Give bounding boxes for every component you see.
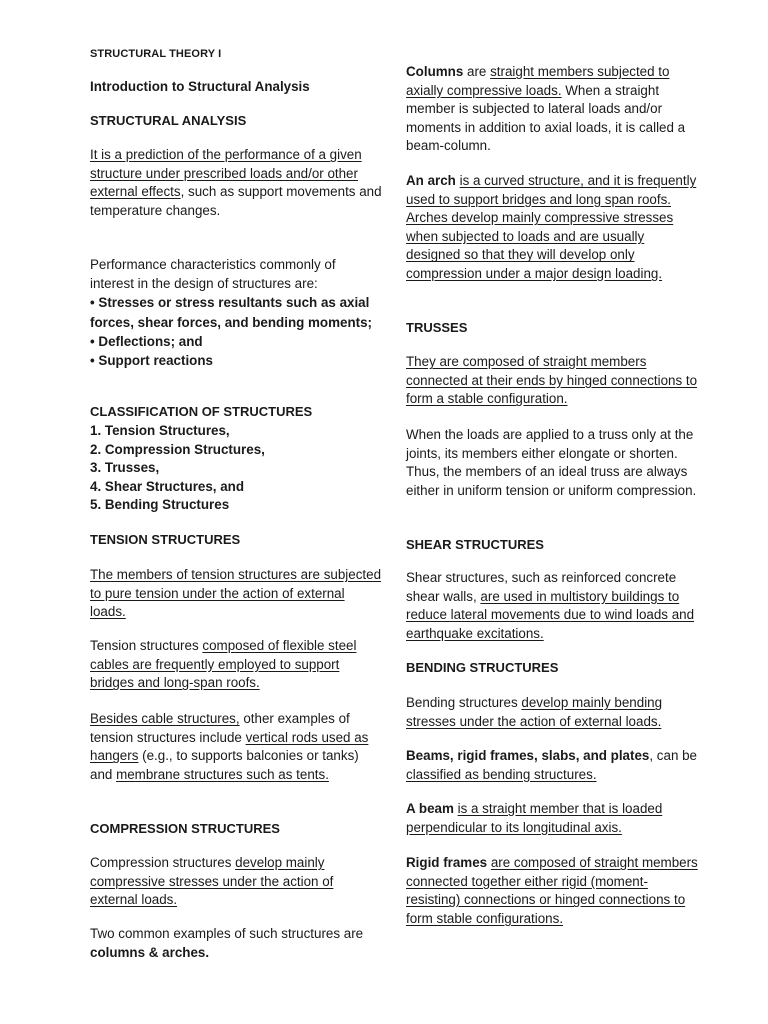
rigid-frames-paragraph (406, 854, 698, 928)
bending-paragraph (406, 694, 698, 731)
tension-paragraph-2 (90, 637, 382, 693)
trusses-heading: TRUSSES (406, 320, 468, 335)
beams-text: , can be (649, 748, 698, 763)
beams-paragraph (406, 747, 698, 784)
columns-term: Columns (406, 64, 464, 79)
bending-heading: BENDING STRUCTURES (406, 660, 559, 675)
arch-paragraph (406, 172, 698, 284)
compression-p1-text: Compression structures (90, 855, 236, 870)
performance-item: • Support reactions (90, 352, 213, 368)
beams-term: Beams, rigid frames, slabs, and plates (406, 748, 650, 763)
tension-p2-text: Tension structures (90, 638, 203, 653)
classification-list (90, 422, 382, 515)
tension-p3-underlined-3: membrane structures such as tents. (116, 766, 329, 782)
compression-paragraph-2 (90, 925, 382, 962)
structural-analysis-heading: STRUCTURAL ANALYSIS (90, 113, 247, 128)
columns-text-2: When a straight member is subjected to lateral loads and/or moments in addition to axial loads, it is called a beam-column. (406, 82, 686, 154)
classification-item: 4. Shear Structures, and (90, 478, 245, 494)
beams-underlined: classified as bending structures. (406, 766, 597, 782)
tension-p2-underlined: composed of flexible steel cables are frequently employed to support bridges and long-span roofs. (90, 638, 357, 691)
tension-p3-underlined-2: vertical rods used as hangers (90, 729, 369, 764)
rigid-frames-term: Rigid frames (406, 855, 488, 870)
tension-p3-text-2: (e.g., to supports balconies or tanks) and (90, 748, 359, 782)
tension-p3-underlined-1: Besides cable structures, (90, 711, 240, 726)
compression-heading: COMPRESSION STRUCTURES (90, 821, 280, 836)
compression-paragraph-1 (90, 854, 382, 910)
compression-p1-underlined: develop mainly compressive stresses under the action of external loads. (90, 855, 334, 908)
columns-text-1: are (463, 64, 491, 79)
structural-analysis-definition (90, 146, 382, 220)
classification-heading: CLASSIFICATION OF STRUCTURES (90, 404, 313, 419)
beam-underlined: is a straight member that is loaded perpendicular to its longitudinal axis. (406, 801, 663, 835)
arch-underlined-1: is a curved structure, and it is frequently used to support bridges and long span roofs. (406, 173, 697, 207)
classification-item: 3. Trusses, (90, 460, 160, 476)
compression-p2-text: Two common examples of such structures are (90, 926, 364, 941)
tension-p3-text-1: other examples of tension structures include (90, 711, 350, 745)
performance-intro: Performance characteristics commonly of interest in the design of structures are: (90, 257, 336, 291)
bending-underlined: develop mainly bending stresses under the action of external loads. (406, 695, 663, 729)
columns-paragraph (406, 63, 698, 156)
classification-item: 1. Tension Structures, (90, 423, 230, 438)
tension-paragraph-3 (90, 710, 382, 784)
bending-text: Bending structures (406, 695, 522, 710)
course-header: STRUCTURAL THEORY I (90, 48, 222, 60)
definition-rest: , such as support movements and temperature changes. (90, 184, 382, 218)
beam-term: A beam (406, 801, 454, 816)
intro-title: Introduction to Structural Analysis (90, 79, 310, 94)
compression-p2-bold: columns & arches. (90, 944, 210, 960)
classification-item: 2. Compression Structures, (90, 441, 265, 457)
performance-item: • Stresses or stress resultants such as axial forces, shear forces, and bending moments; (90, 295, 373, 330)
shear-underlined: are used in multistory buildings to reduce lateral movements due to wind loads and earthquake excitations. (406, 588, 695, 641)
performance-item: • Deflections; and (90, 334, 203, 349)
performance-list (90, 293, 382, 370)
tension-definition: The members of tension structures are subjected to pure tension under the action of external loads. (90, 567, 382, 620)
shear-heading: SHEAR STRUCTURES (406, 537, 544, 552)
arch-term: An arch (406, 173, 456, 188)
beam-paragraph (406, 800, 698, 837)
definition-underlined: It is a prediction of the performance of a given structure under prescribed loads and/or other external effects (90, 147, 362, 200)
trusses-paragraph-2: When the loads are applied to a truss only at the joints, its members either elongate or shorten. Thus, the members of an ideal truss are always either in uniform tension or uniform compression. (406, 427, 697, 498)
rigid-frames-underlined: are composed of straight members connected together either rigid (moment-resisting) connections or hinged connections to form stable configurations. (406, 855, 698, 926)
classification-item: 5. Bending Structures (90, 497, 230, 513)
shear-paragraph (406, 569, 698, 643)
shear-text: Shear structures, such as reinforced concrete shear walls, (406, 570, 677, 604)
columns-underlined: straight members subjected to axially compressive loads. (406, 64, 670, 98)
tension-heading: TENSION STRUCTURES (90, 532, 241, 547)
trusses-definition: They are composed of straight members connected at their ends by hinged connections to form a stable configuration. (406, 354, 698, 407)
arch-underlined-2: Arches develop mainly compressive stresses when subjected to loads and are usually designed so that they will develop only compression under a major design loading. (406, 210, 674, 281)
